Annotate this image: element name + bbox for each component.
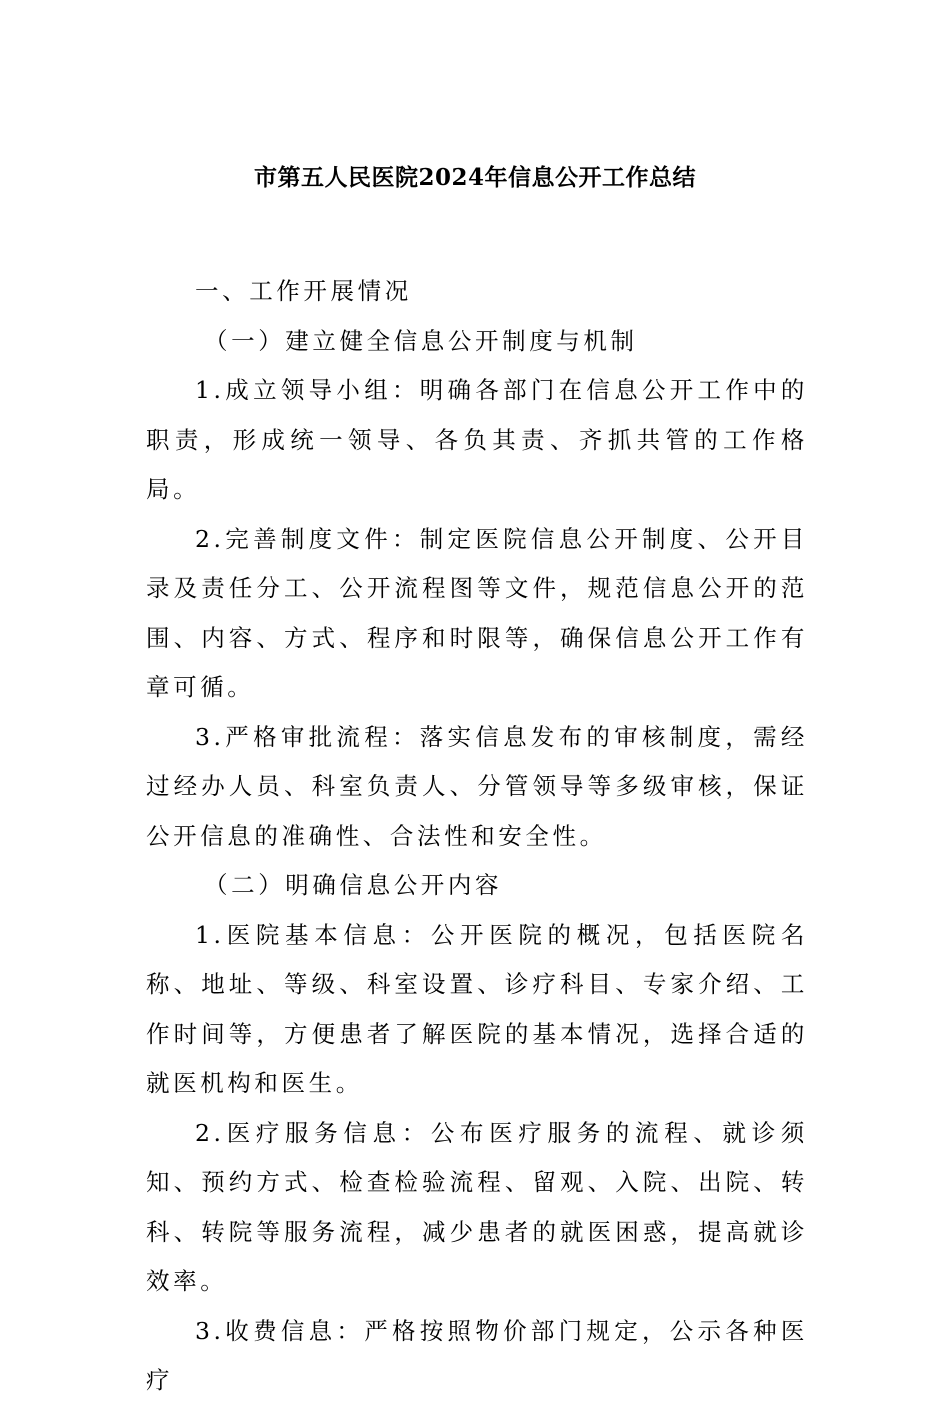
paragraph-system-documents: 2.完善制度文件：制定医院信息公开制度、公开目录及责任分工、公开流程图等文件，规范信息公开的范围、内容、方式、程序和时限等，确保信息公开工作有章可循。 xyxy=(146,524,808,701)
document-title: 市第五人民医院2024年信息公开工作总结 xyxy=(253,164,696,191)
paragraph-leading-group: 1.成立领导小组：明确各部门在信息公开工作中的职责，形成统一领导、各负其责、齐抓共管的工作格局。 xyxy=(146,376,808,503)
paragraph-approval-process: 3.严格审批流程：落实信息发布的审核制度，需经过经办人员、科室负责人、分管领导等多级审核，保证公开信息的准确性、合法性和安全性。 xyxy=(146,722,808,850)
section-heading-work-progress: 一、工作开展情况 xyxy=(195,277,412,305)
subsection-heading-disclosure-content: （二）明确信息公开内容 xyxy=(204,871,503,899)
document-body xyxy=(146,267,808,1406)
subsection-heading-system-mechanism: （一）建立健全信息公开制度与机制 xyxy=(204,326,638,355)
paragraph-hospital-basic-info: 1.医院基本信息：公开医院的概况，包括医院名称、地址、等级、科室设置、诊疗科目、专家介绍、工作时间等，方便患者了解医院的基本情况，选择合适的就医机构和医生。 xyxy=(146,920,808,1097)
paragraph-fee-info: 3.收费信息：严格按照物价部门规定，公示各种医疗 xyxy=(146,1316,808,1394)
paragraph-medical-service-info: 2.医疗服务信息：公布医疗服务的流程、就诊须知、预约方式、检查检验流程、留观、入院、出院、转科、转院等服务流程，减少患者的就医困惑，提高就诊效率。 xyxy=(146,1118,808,1295)
